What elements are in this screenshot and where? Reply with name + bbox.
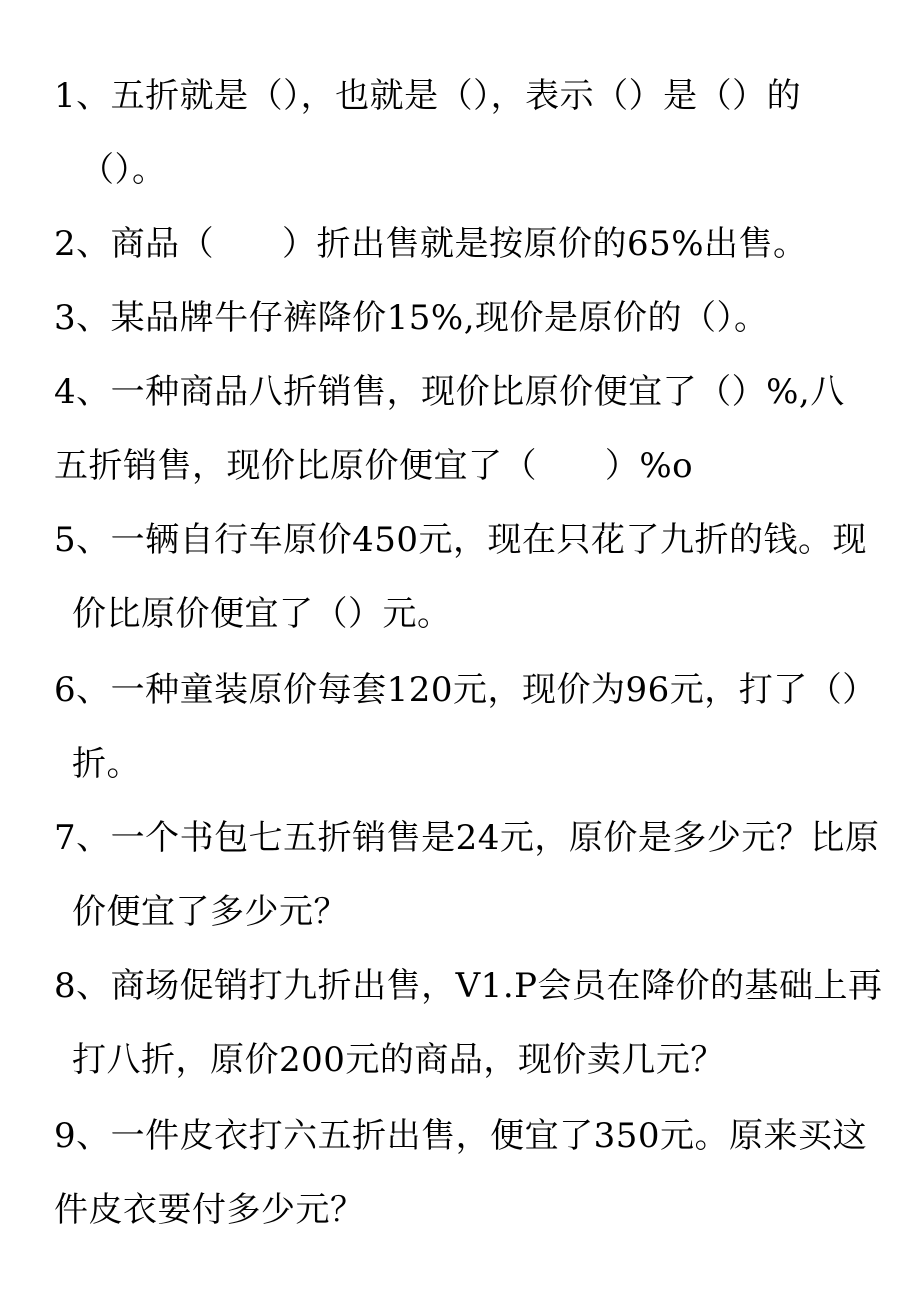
question-6-line-1: 6、一种童装原价每套120元，现价为96元，打了（） bbox=[54, 670, 877, 710]
question-3-line-1: 3、某品牌牛仔裤降价15%,现价是原价的（）。 bbox=[54, 298, 769, 338]
question-8-line-2: 打八折，原价200元的商品，现价卖几元？ bbox=[72, 1040, 725, 1080]
question-4-line-2: 五折销售，现价比原价便宜了（ ）%o bbox=[54, 446, 694, 486]
question-5-line-1: 5、一辆自行车原价450元，现在只花了九折的钱。现 bbox=[54, 520, 868, 560]
question-9-line-2: 件皮衣要付多少元？ bbox=[54, 1190, 365, 1230]
question-1-line-2: （）。 bbox=[80, 150, 167, 190]
question-5-line-2: 价比原价便宜了（）元。 bbox=[72, 594, 452, 634]
question-8-line-1: 8、商场促销打九折出售，V1.P会员在降价的基础上再 bbox=[54, 966, 883, 1006]
question-7-line-2: 价便宜了多少元？ bbox=[72, 892, 348, 932]
question-1-line-1: 1、五折就是（），也就是（），表示（）是（）的 bbox=[54, 76, 802, 116]
question-9-line-1: 9、一件皮衣打六五折出售，便宜了350元。原来买这 bbox=[54, 1116, 868, 1156]
question-7-line-1: 7、一个书包七五折销售是24元，原价是多少元？比原 bbox=[54, 818, 880, 858]
question-2-line-1: 2、商品（ ）折出售就是按原价的65%出售。 bbox=[54, 224, 808, 264]
question-4-line-1: 4、一种商品八折销售，现价比原价便宜了（）%,八 bbox=[54, 372, 845, 412]
question-6-line-2: 折。 bbox=[72, 744, 141, 784]
